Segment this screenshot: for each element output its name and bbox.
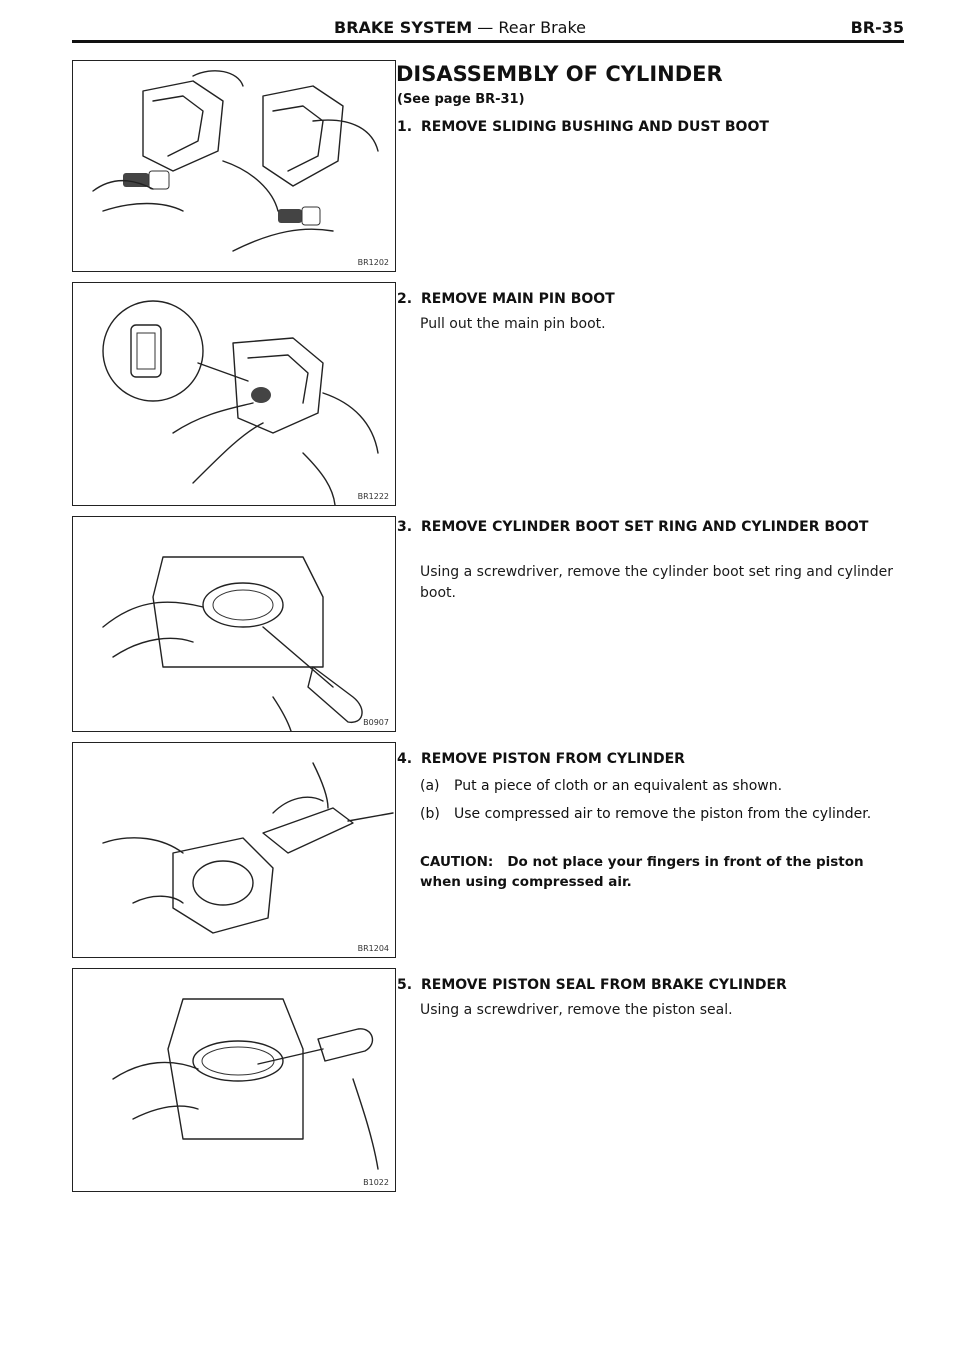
- step-3: [397, 518, 907, 537]
- step-4: [397, 750, 907, 769]
- page-header: [72, 14, 904, 40]
- step-2-title: REMOVE MAIN PIN BOOT: [421, 291, 615, 307]
- header-subsection: Rear Brake: [498, 18, 586, 37]
- figure-3-code: B0907: [363, 718, 389, 727]
- section-title: DISASSEMBLY OF CYLINDER: [396, 62, 723, 86]
- step-5-text: Using a screwdriver, remove the piston seal.: [420, 1002, 733, 1018]
- step-4-caution: [420, 852, 906, 892]
- header-title: [334, 18, 586, 37]
- figure-5-piston-seal: [72, 968, 396, 1192]
- step-4-item-b-text: Use compressed air to remove the piston from the cylinder.: [454, 806, 872, 822]
- figure-2-main-pin-boot: [72, 282, 396, 506]
- step-3-title: REMOVE CYLINDER BOOT SET RING AND CYLINDER BOOT: [421, 519, 869, 535]
- step-1: [397, 118, 907, 137]
- figure-1-illustration: [73, 61, 396, 272]
- figure-3-illustration: [73, 517, 396, 732]
- figure-4-piston-removal: [72, 742, 396, 958]
- figure-5-code: B1022: [363, 1178, 389, 1187]
- step-4-item-b-label: (b): [420, 806, 440, 822]
- step-2: [397, 290, 907, 309]
- caution-text: Do not place your fingers in front of the piston when using compressed air.: [420, 854, 864, 890]
- step-2-text: Pull out the main pin boot.: [420, 316, 606, 332]
- figure-4-illustration: [73, 743, 396, 958]
- step-4-title: REMOVE PISTON FROM CYLINDER: [421, 751, 685, 767]
- step-5-number: 5.: [397, 977, 413, 993]
- step-2-number: 2.: [397, 291, 413, 307]
- step-1-title: REMOVE SLIDING BUSHING AND DUST BOOT: [421, 119, 769, 135]
- see-page-reference: (See page BR-31): [397, 92, 525, 107]
- header-separator: —: [472, 18, 499, 37]
- step-3-number: 3.: [397, 519, 413, 535]
- step-1-number: 1.: [397, 119, 413, 135]
- figure-1-sliding-bushing: [72, 60, 396, 272]
- figure-5-illustration: [73, 969, 396, 1192]
- step-4-item-b: [420, 804, 906, 824]
- figure-3-cylinder-boot: [72, 516, 396, 732]
- page-number: BR-35: [850, 18, 904, 37]
- figure-4-code: BR1204: [357, 944, 389, 953]
- step-4-item-a: [420, 776, 906, 796]
- header-section: BRAKE SYSTEM: [334, 18, 473, 37]
- caution-label: CAUTION:: [420, 854, 494, 870]
- step-4-number: 4.: [397, 751, 413, 767]
- figure-1-code: BR1202: [357, 258, 389, 267]
- step-3-text: Using a screwdriver, remove the cylinder boot set ring and cylinder boot.: [420, 564, 893, 601]
- step-4-item-a-label: (a): [420, 778, 440, 794]
- step-5: [397, 976, 907, 995]
- step-4-item-a-text: Put a piece of cloth or an equivalent as shown.: [454, 778, 783, 794]
- step-5-title: REMOVE PISTON SEAL FROM BRAKE CYLINDER: [421, 977, 787, 993]
- figure-2-code: BR1222: [357, 492, 389, 501]
- figure-2-illustration: [73, 283, 396, 506]
- header-rule: [72, 40, 904, 43]
